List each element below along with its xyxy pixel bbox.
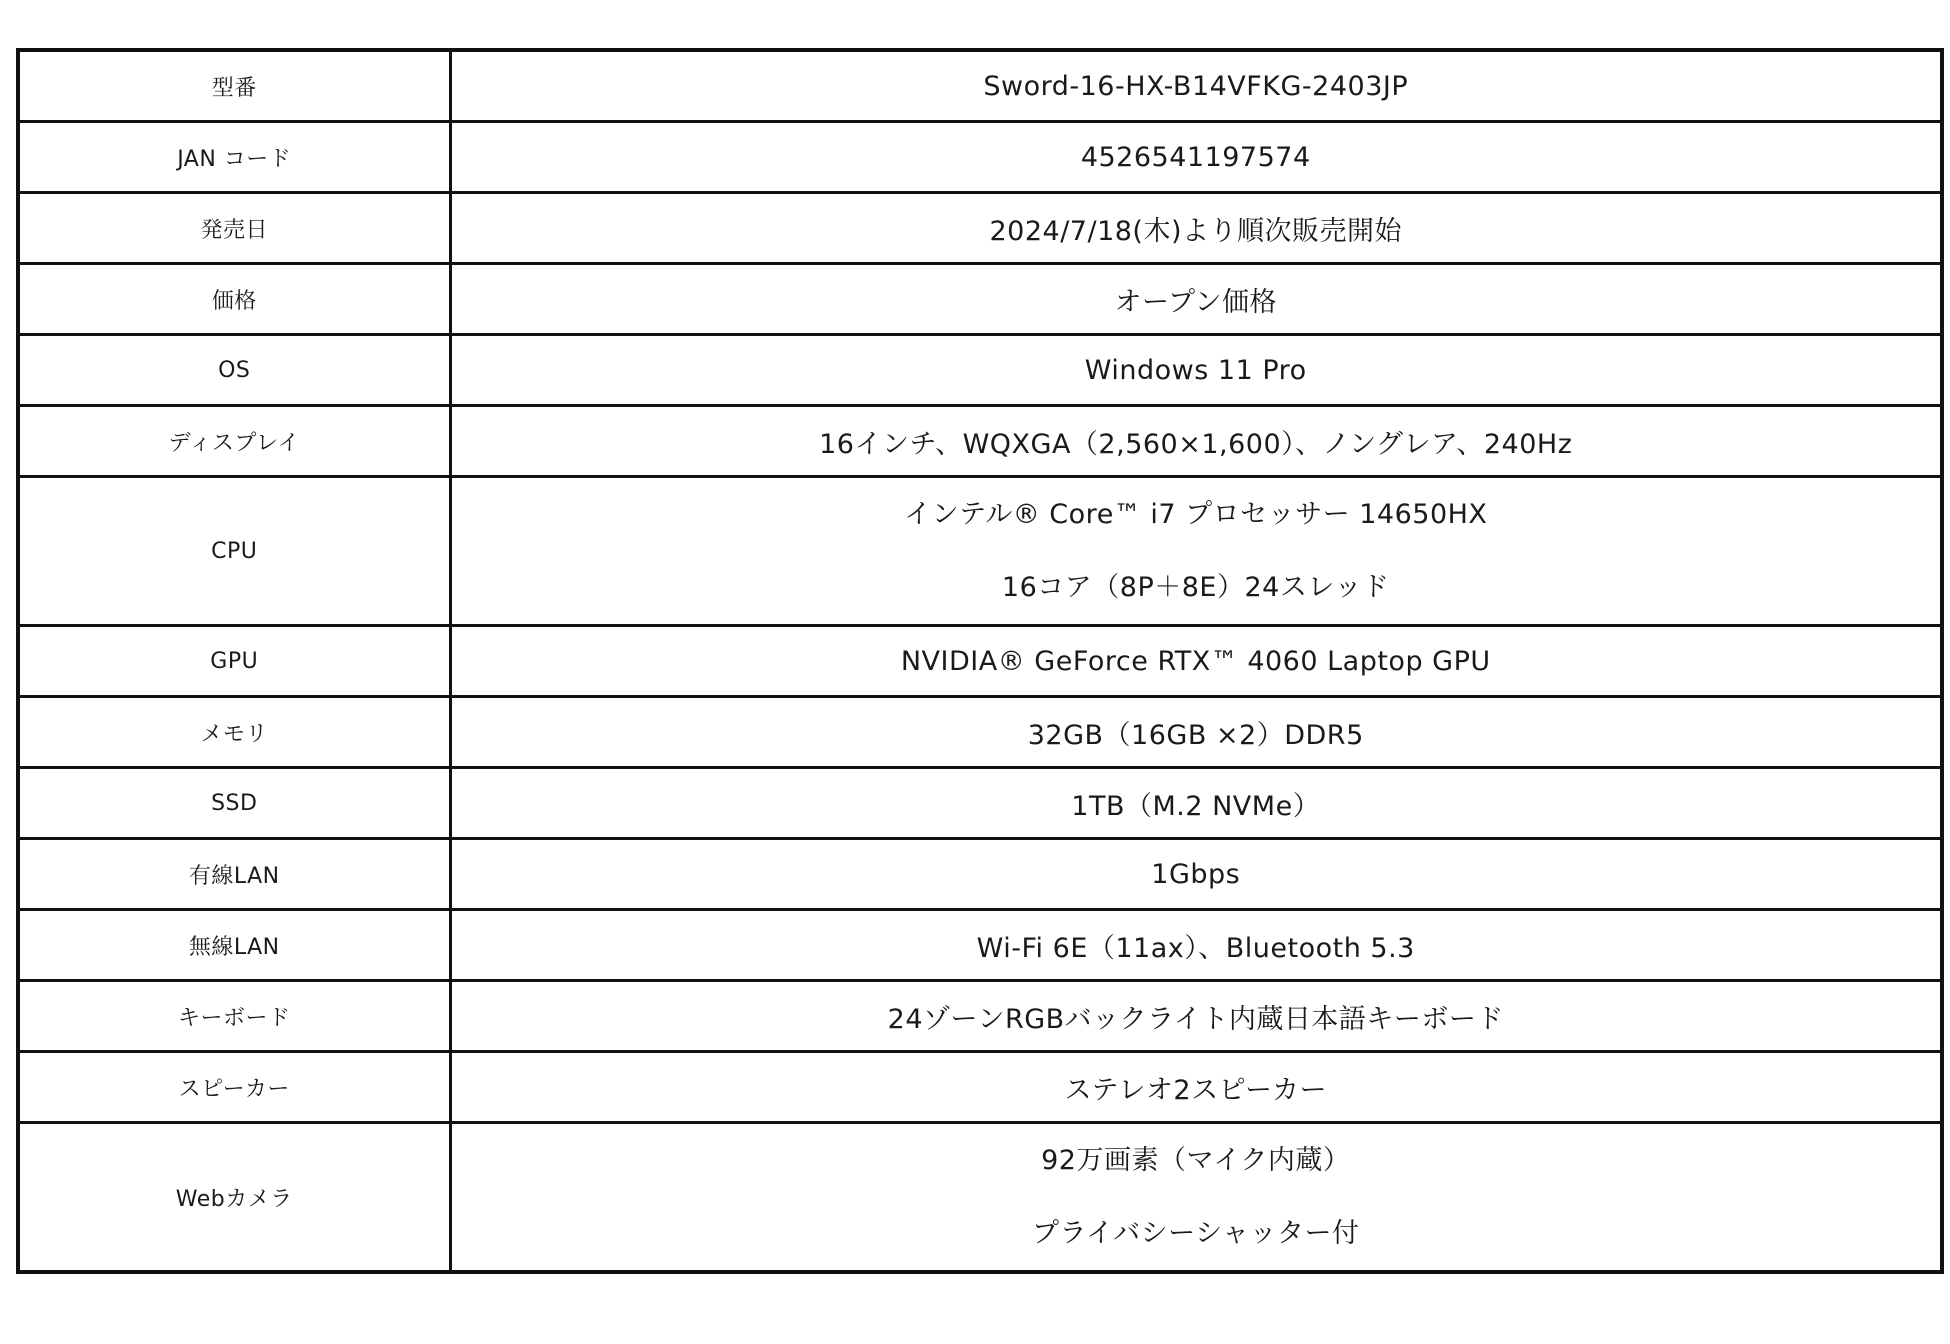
spec-value-model: Sword-16-HX-B14VFKG-2403JP: [450, 50, 1942, 122]
spec-value-webcam-line1: 92万画素（マイク内蔵）: [1041, 1145, 1351, 1176]
spec-label-jan: JAN コード: [18, 122, 450, 193]
spec-label-os: OS: [18, 335, 450, 406]
spec-row-model: [18, 50, 1942, 122]
spec-row-speaker: [18, 1052, 1942, 1123]
spec-row-jan: [18, 122, 1942, 193]
spec-label-wired-lan: 有線LAN: [18, 839, 450, 910]
spec-value-cpu-line1: インテル® Core™ i7 プロセッサー 14650HX: [904, 499, 1488, 530]
spec-value-display: 16インチ、WQXGA（2,560×1,600）、ノングレア、240Hz: [450, 406, 1942, 477]
spec-value-wireless-lan: Wi-Fi 6E（11ax）、Bluetooth 5.3: [450, 910, 1942, 981]
spec-value-release: 2024/7/18(木)より順次販売開始: [450, 193, 1942, 264]
spec-label-ssd: SSD: [18, 768, 450, 839]
spec-value-os: Windows 11 Pro: [450, 335, 1942, 406]
spec-row-memory: [18, 697, 1942, 768]
spec-value-price: オープン価格: [450, 264, 1942, 335]
spec-label-price: 価格: [18, 264, 450, 335]
spec-row-ssd: [18, 768, 1942, 839]
spec-label-speaker: スピーカー: [18, 1052, 450, 1123]
spec-row-keyboard: [18, 981, 1942, 1052]
spec-label-cpu: CPU: [18, 477, 450, 626]
spec-label-model: 型番: [18, 50, 450, 122]
spec-label-webcam: Webカメラ: [18, 1123, 450, 1273]
spec-row-os: [18, 335, 1942, 406]
spec-value-ssd: 1TB（M.2 NVMe）: [450, 768, 1942, 839]
spec-label-display: ディスプレイ: [18, 406, 450, 477]
spec-value-gpu: NVIDIA® GeForce RTX™ 4060 Laptop GPU: [450, 626, 1942, 697]
spec-row-wired-lan: [18, 839, 1942, 910]
spec-row-cpu: [18, 477, 1942, 626]
spec-row-gpu: [18, 626, 1942, 697]
spec-value-keyboard: 24ゾーンRGBバックライト内蔵日本語キーボード: [450, 981, 1942, 1052]
spec-value-wired-lan: 1Gbps: [450, 839, 1942, 910]
spec-label-gpu: GPU: [18, 626, 450, 697]
spec-value-webcam: [450, 1123, 1942, 1273]
spec-row-release: [18, 193, 1942, 264]
spec-value-cpu: [450, 477, 1942, 626]
spec-label-wireless-lan: 無線LAN: [18, 910, 450, 981]
spec-value-webcam-line2: プライバシーシャッター付: [1031, 1218, 1360, 1249]
spec-label-keyboard: キーボード: [18, 981, 450, 1052]
spec-row-display: [18, 406, 1942, 477]
spec-value-cpu-line2: 16コア（8P＋8E）24スレッド: [1001, 572, 1390, 603]
spec-value-jan: 4526541197574: [450, 122, 1942, 193]
spec-label-memory: メモリ: [18, 697, 450, 768]
spec-row-price: [18, 264, 1942, 335]
spec-label-release: 発売日: [18, 193, 450, 264]
spec-table: [16, 48, 1944, 1274]
spec-row-webcam: [18, 1123, 1942, 1273]
spec-row-wireless-lan: [18, 910, 1942, 981]
spec-value-speaker: ステレオ2スピーカー: [450, 1052, 1942, 1123]
spec-value-memory: 32GB（16GB ×2）DDR5: [450, 697, 1942, 768]
